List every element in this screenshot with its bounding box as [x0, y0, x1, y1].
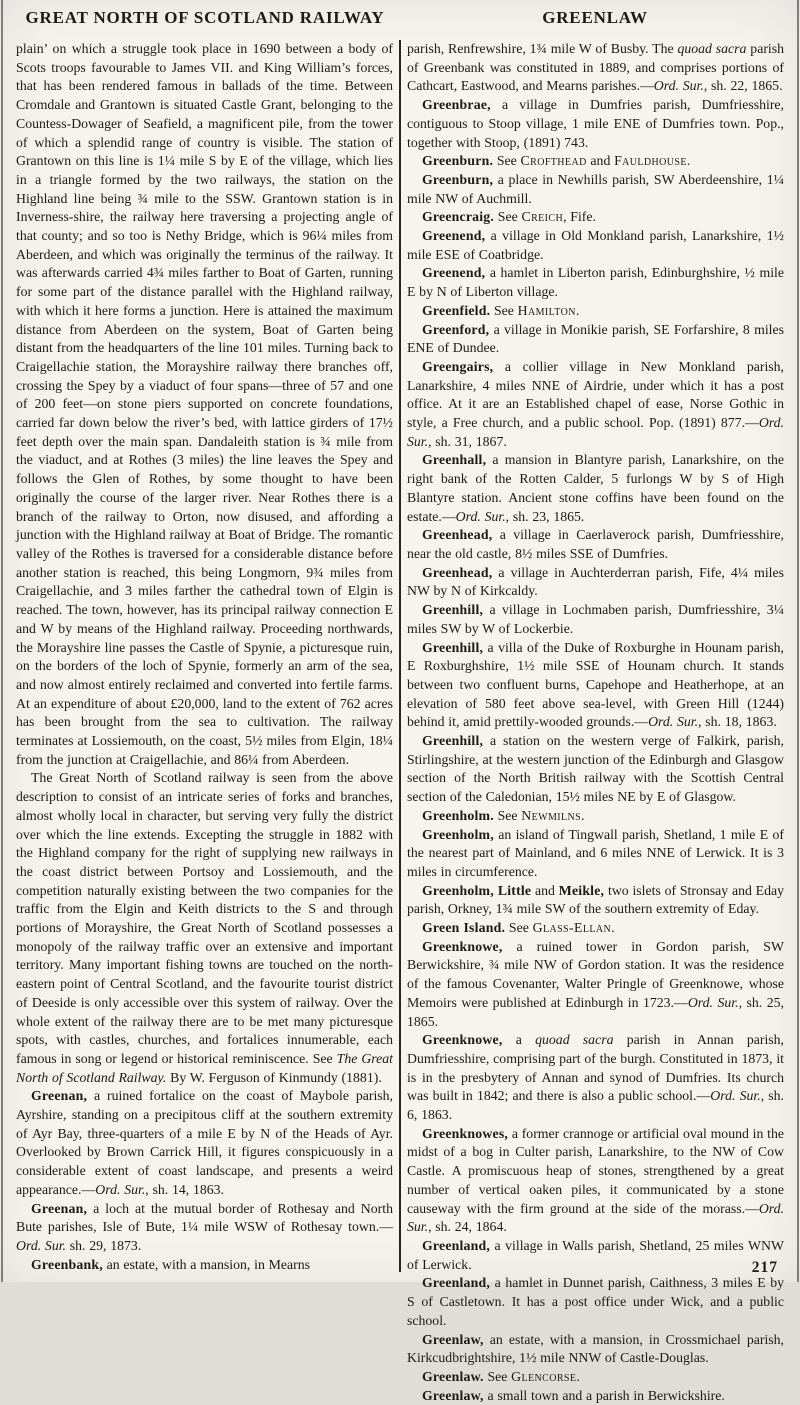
text-segment: parish, Renfrewshire, 1¾ mile W of Busby. The — [407, 41, 678, 56]
entry-name: Greenlaw. — [422, 1368, 484, 1384]
text-segment: a ruined tower in Gordon parish, SW Berwickshire, ¾ mile NW of Gordon station. It was the residence of the famous Covenanter, Walter Pringle of Greenknowe, whose Memoirs were published at Edinburgh in 1723.— — [407, 938, 784, 1010]
text-segment: See — [493, 153, 521, 169]
text-segment: Fauldhouse — [614, 153, 687, 169]
text-segment: Creich — [521, 209, 564, 225]
text-segment: a village in Auchterderran parish, Fife, 4¼ miles NW by N of Kirkcaldy. — [407, 564, 784, 599]
entry-name: Greenan, — [31, 1200, 88, 1216]
entry-name: Greenknowe, — [422, 938, 503, 954]
entry-name: Greenford, — [422, 321, 490, 337]
entry-greenan — [16, 1200, 393, 1256]
text-segment: Ord. Sur. — [653, 78, 704, 94]
page-number: 217 — [751, 1259, 778, 1276]
running-title-right: GREENLAW — [542, 8, 648, 27]
entry-name: Greenhill, — [422, 602, 484, 618]
entry-greenhill — [407, 639, 784, 733]
text-segment: Ord. Sur. — [648, 714, 699, 730]
entry-name: Greenholm. — [422, 807, 494, 823]
entry-name: Greenholm, — [422, 826, 494, 842]
text-segment: , sh. 22, 1865. — [703, 78, 783, 94]
text-segment: . — [611, 920, 615, 936]
text-segment: a village in Caerlaverock parish, Dumfriesshire, near the old castle, 8½ miles SSE of Dumfries. — [407, 527, 784, 561]
text-segment: a ruined fortalice on the coast of Maybole parish, Ayrshire, standing on a precipitous cliff at the southern extremity of Ayr Bay, three-quarters of a mile E by N of the Heads of Ayr. Overlooked by Brown Carrick Hill, it figures conspicuously in a considerable extent of coast landscape, and presents a weird appearance.— — [16, 1088, 393, 1197]
text-paragraph — [16, 769, 393, 1087]
entry-greenholm — [407, 826, 784, 882]
entry-name: Greenhall, — [422, 452, 487, 468]
text-segment: a small town and a parish in Berwickshire. — [483, 1387, 725, 1403]
entry-name: Greenholm, Little — [422, 882, 532, 898]
running-title-left: GREAT NORTH OF SCOTLAND RAILWAY — [25, 8, 385, 27]
entry-greenhead — [407, 564, 784, 601]
text-segment: a villa of the Duke of Roxburghe in Hounam parish, E Roxburghshire, 1½ mile SSE of Hounam church. It stands between two confluent burns, Capehope and Heatherhope, at an elevation of 580 feet above sea-level, with Green Hill (1244) behind it, amid prettily-wooded grounds.— — [407, 639, 784, 730]
entry-name: Greencraig. — [422, 209, 495, 225]
entry-name: Greenhead, — [422, 564, 493, 580]
text-segment: , Fife. — [563, 209, 596, 225]
entry-name: Greenlaw, — [422, 1331, 484, 1347]
text-segment: quoad sacra — [535, 1032, 614, 1048]
entry-name: Greenknowe, — [422, 1032, 503, 1048]
entry-greenan — [16, 1087, 393, 1199]
text-segment: , sh. 14, 1863. — [145, 1181, 224, 1197]
text-segment: Crofthead — [520, 153, 587, 169]
entry-greenknowe — [407, 938, 784, 1032]
entry-name: Greenhill, — [422, 733, 484, 749]
text-segment: , sh. 24, 1864. — [428, 1219, 507, 1235]
entry-greenburn — [407, 152, 784, 171]
entry-greenland — [407, 1237, 784, 1274]
entry-name: Greenlaw, — [422, 1387, 484, 1403]
text-segment: a collier village in New Monkland parish, Lanarkshire, 4 miles NNE of Airdrie, under which it has a post office. At it are an Established chapel of ease, Norse Gothic in style, a Free church, and a public school. Pop. (1891) 877.— — [407, 358, 784, 431]
entry-greenholm — [407, 807, 784, 826]
text-segment: The Great North of Scotland Railway. — [16, 1050, 394, 1085]
text-segment: a — [502, 1032, 536, 1048]
entry-greenland — [407, 1274, 784, 1330]
entry-greenbank — [16, 1256, 393, 1275]
text-segment: , sh. 25, 1865. — [407, 994, 784, 1029]
text-segment: an estate, with a mansion, in Mearns — [102, 1256, 310, 1272]
text-segment: , sh. 23, 1865. — [505, 508, 585, 524]
text-segment: Glass-Ellan — [532, 920, 612, 936]
entry-name: Greenburn. — [422, 153, 494, 169]
text-segment: a former crannoge or artificial oval mound in the midst of a bog in Culter parish, Lanarkshire, to the NW of Cow Castle. A promiscuous heap of stones, strengthened by a great number of vertical oaken piles, it communicated by a stone causeway with the firm ground at the side of the morass.— — [407, 1125, 784, 1216]
entry-name: Greenbank, — [31, 1256, 103, 1272]
entry-name: Greenan, — [31, 1088, 88, 1104]
text-segment: an estate, with a mansion, in Crossmichael parish, Kirkcudbrightshire, 1½ mile NNW of Castle-Douglas. — [407, 1331, 784, 1366]
text-segment: quoad sacra — [677, 41, 747, 56]
entry-greenlaw — [407, 1387, 784, 1405]
text-segment: Ord. Sur. — [407, 415, 784, 449]
entry-greenhill — [407, 601, 784, 638]
entry-name: Greenhead, — [422, 527, 493, 543]
entry-greencraig — [407, 208, 784, 227]
entry-name: Greenbrae, — [422, 97, 491, 113]
text-segment: . — [581, 807, 585, 823]
text-paragraph — [407, 40, 784, 96]
text-segment: , sh. 18, 1863. — [698, 714, 777, 730]
text-segment: an island of Tingwall parish, Shetland, 1 mile E of the nearest part of Mainland, and 6 miles NNE of Lerwick. It is 3 miles in circumference. — [407, 826, 784, 879]
text-segment: , sh. 6, 1863. — [407, 1088, 785, 1123]
entry-greenburn — [407, 171, 784, 208]
entry-greenhall — [407, 451, 784, 526]
entry-greenknowes — [407, 1125, 784, 1237]
text-segment: See — [483, 1368, 512, 1384]
entry-greenhill — [407, 732, 784, 807]
text-paragraph — [16, 40, 393, 769]
text-segment: By W. Ferguson of Kinmundy (1881). — [166, 1069, 382, 1085]
text-segment: See — [493, 807, 522, 823]
text-segment: a place in Newhills parish, SW Aberdeenshire, 1¼ mile NW of Auchmill. — [407, 171, 784, 206]
text-segment: parish in Annan parish, Dumfriesshire, comprising part of the burgh. Constituted in 1873, it is in the presbytery of Annan and synod of Dumfries. Its church was built in 1842; and there is also a public school.— — [407, 1032, 784, 1104]
text-segment: . — [576, 1368, 580, 1384]
text-segment: . — [686, 153, 691, 169]
text-segment: a loch at the mutual border of Rothesay and North Bute parishes, Isle of Bute, 1¼ mile WSW of Rothesay town.— — [16, 1200, 393, 1235]
column-divider-rule — [399, 40, 401, 1272]
text-segment: a village in Monikie parish, SE Forfarshire, 8 miles ENE of Dundee. — [407, 321, 784, 356]
page-header — [10, 8, 790, 28]
entry-name: Green Island. — [422, 920, 506, 936]
scan-edge-right — [797, 0, 799, 1282]
entry-greenknowe — [407, 1031, 784, 1125]
text-segment: Glencorse — [511, 1368, 577, 1384]
entry-greenfield — [407, 302, 784, 321]
entry-greenend — [407, 264, 784, 301]
text-segment: Hamilton — [517, 302, 576, 318]
entry-name: Meikle, — [558, 882, 605, 898]
scan-edge-left — [1, 0, 3, 1282]
entry-greenholmlittle — [407, 882, 784, 919]
text-segment: and — [531, 882, 559, 898]
text-segment: Newmilns — [521, 807, 582, 823]
text-segment: Ord. Sur. — [95, 1181, 146, 1197]
entry-greenlaw — [407, 1331, 784, 1368]
text-segment: parish of Greenbank was constituted in 1889, and comprises portions of Cathcart, Eastwood, and Mearns parishes.— — [407, 41, 785, 94]
text-segment: Ord. Sur. — [16, 1238, 67, 1253]
text-segment: a village in Lochmaben parish, Dumfriesshire, 3¼ miles SW by W of Lockerbie. — [407, 602, 784, 636]
text-segment: . — [575, 302, 580, 318]
entry-greenend — [407, 227, 784, 264]
entry-greenhead — [407, 526, 784, 563]
entry-greenford — [407, 321, 784, 358]
text-segment: a station on the western verge of Falkirk, parish, Stirlingshire, at the western junction of the Edinburgh and Glasgow section of the North British railway with the Scottish Central section of the Caledonian, 15½ miles NE by E of Glasgow. — [407, 733, 784, 805]
text-segment: See — [505, 920, 533, 936]
text-segment: a hamlet in Liberton parish, Edinburghshire, ½ mile E by N of Liberton village. — [407, 265, 784, 300]
entry-name: Greenland, — [422, 1275, 491, 1291]
text-segment: Ord. Sur. — [455, 508, 506, 524]
entry-name: Greenhill, — [422, 639, 484, 655]
entry-name: Greenland, — [422, 1238, 491, 1253]
text-segment: two islets of Stronsay and Eday parish, Orkney, 1¾ mile SW of the southern extremity of Eday. — [407, 882, 784, 917]
right-column — [402, 40, 789, 1403]
text-segment: Ord. Sur. — [407, 1200, 784, 1235]
text-segment: a hamlet in Dunnet parish, Caithness, 3 miles E by S of Castletown. It has a post office under Wick, and a public school. — [407, 1275, 784, 1328]
entry-greenisland — [407, 919, 784, 938]
text-segment: a village in Old Monkland parish, Lanarkshire, 1½ mile ESE of Coatbridge. — [407, 228, 784, 262]
text-segment: a village in Walls parish, Shetland, 25 miles WNW of Lerwick. — [407, 1238, 784, 1272]
text-segment: , sh. 31, 1867. — [428, 433, 507, 449]
entry-name: Greengairs, — [422, 358, 494, 374]
text-segment: The Great North of Scotland railway is seen from the above description to consist of an intricate series of forks and branches, almost wholly local in character, but serving very fully the district over which the line extends. Excepting the struggle in 1882 with the Highland company for the right of supplying new railways in the coast district between Portsoy and Lossiemouth, and the competition naturally existing between the two companies for the traffic from the Elgin and Keith districts to the S and through portions of Morayshire, the Great North of Scotland possesses a monopoly of the railway traffic over an extensive and important territory. Many important fishing towns are touched on the north-eastern point of Central Scotland, and the favourite tourist district of Deeside is only accessible over this system of railway. Over the whole extent of the railway there are to be met many picturesque spots, with castles, churches, and fortalices innumerable, each famous in song or legend or historical reminiscence. See — [16, 770, 393, 1066]
text-segment: See — [494, 209, 522, 225]
text-segment: plain’ on which a struggle took place in 1690 between a body of Scots troops favourable to James VII. and King William’s forces, that has been rendered famous in ballads of the time. Between Cromdale and Grantown is situated Castle Grant, belonging to the Countess-Dowager of Seafield, a magnificent pile, from the tower of which a splendid range of country is visible. The station of Grantown on this line is 1¼ mile S by E of the village, which lies in a triangle formed by the two railways, the station on the Highland line being ¾ mile to the SSW. Grantown station is in Inverness-shire, the railway here traversing a projecting angle of that county; and so too is Nethy Bridge, which is 96¼ miles from Aberdeen, and which was originally the terminus of the railway. It was afterwards carried 4¾ miles farther to Boat of Garten, running for some part of the distance parallel with the Highland railway, with which it here forms a junction. Here is attained the maximum distance from Aberdeen on the system, Boat of Garten being distant from the headquarters of the line 101 miles. Turning back to Craigellachie station, the Morayshire railway there branches off, crossing the Spey by a viaduct of four spans—three of 57 and one of 200 feet—on stone piers supported on concrete foundations, carried far down below the river’s bed, with lattice girders of 17½ feet depth over the main span. Dandaleith station is ¾ mile from the viaduct, and at Rothes (3 miles) the line leaves the Spey and follows the Glen of Rothes, by some thought to have been originally the course of the larger river. Near Rothes there is a branch of the railway to Orton, now disused, and affording a junction with the Highland railway at Boat of Bridge. The romantic valley of the Rothes is traversed for a considerable distance before another station is reached, this being Longmorn, 9¾ miles from Craigellachie, and 3 miles farther the cathedral town of Elgin is reached. The town, however, has its principal railway connection E and W by means of the Highland railway. Proceeding northwards, the Morayshire line passes the Castle of Spynie, a picturesque ruin, on the borders of the loch of Spynie, formerly an arm of the sea, and now almost entirely reclaimed and converted into fertile farms. At an expenditure of about £20,000, land to the extent of 762 acres has been brought from the sea to cultivation. The railway terminates at Lossiemouth, on the coast, 5½ miles from Elgin, 18¼ from the junction at Craigellachie, and 86¼ from Aberdeen. — [16, 41, 393, 767]
text-columns — [11, 40, 789, 1403]
text-segment: Ord. Sur. — [710, 1088, 761, 1104]
text-segment: See — [490, 302, 518, 318]
entry-name: Greenknowes, — [422, 1125, 509, 1141]
text-segment: a mansion in Blantyre parish, Lanarkshire, on the right bank of the Rotten Calder, 5 furlongs W by S of High Blantyre station. Ancient stone coffins have been found on the estate.— — [407, 452, 784, 524]
entry-name: Greenend, — [422, 228, 486, 244]
entry-name: Greenend, — [422, 265, 486, 281]
entry-name: Greenfield. — [422, 302, 491, 318]
entry-greenlaw — [407, 1368, 784, 1387]
text-segment: and — [586, 153, 615, 169]
entry-greenbrae — [407, 96, 784, 152]
entry-greengairs — [407, 358, 784, 452]
entry-name: Greenburn, — [422, 171, 494, 187]
text-segment: Ord. Sur. — [687, 994, 739, 1010]
text-segment: a village in Dumfries parish, Dumfriesshire, contiguous to Stoop village, 1 mile ENE of Dumfries town. Pop., together with Stoop, (1891) 743. — [407, 97, 784, 150]
text-segment: sh. 29, 1873. — [66, 1238, 142, 1253]
left-column — [11, 40, 398, 1272]
